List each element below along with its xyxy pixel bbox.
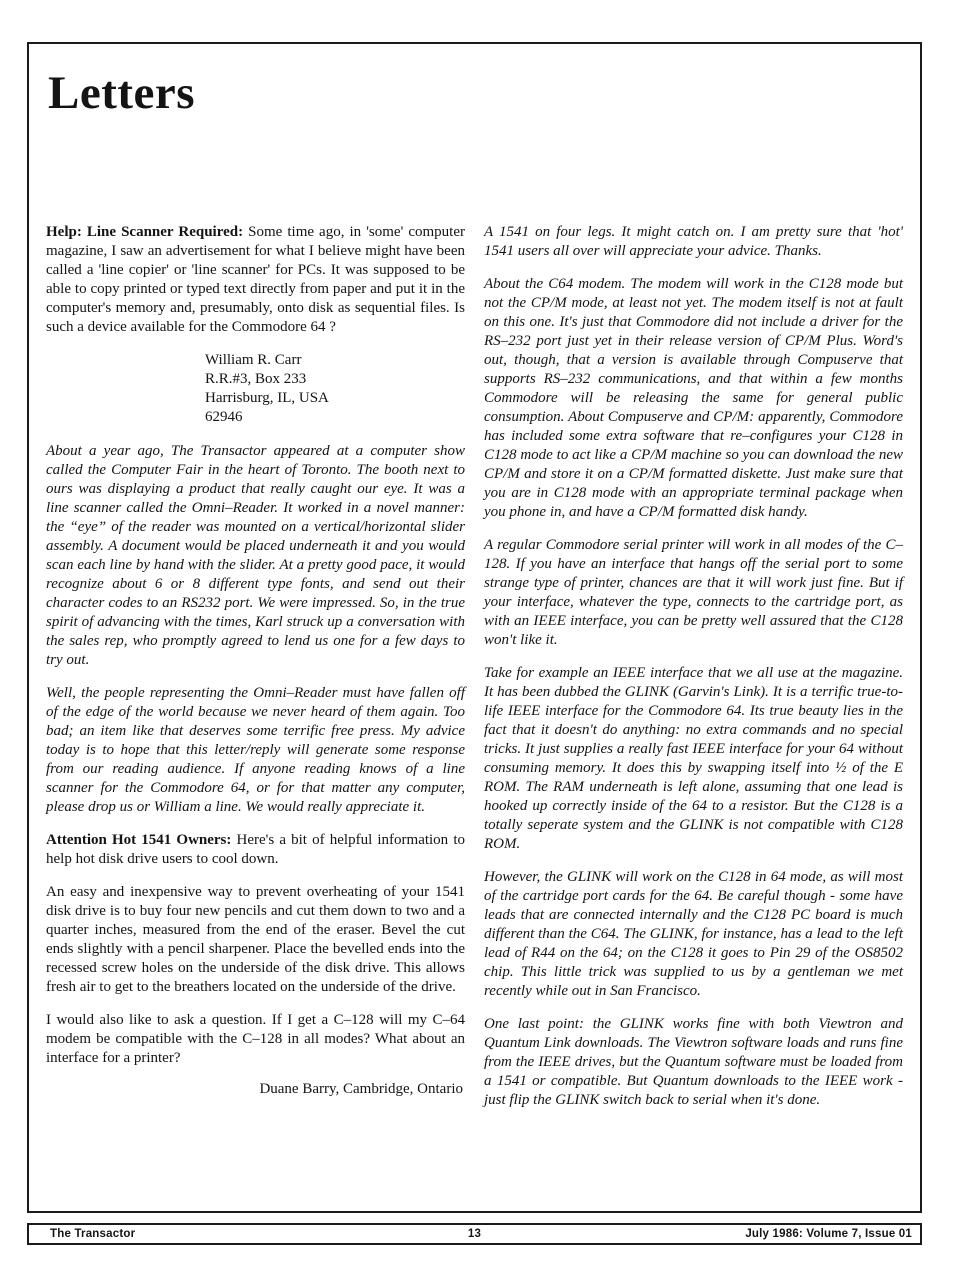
footer-page-number: 13 — [467, 1228, 482, 1240]
footer-journal-name: The Transactor — [50, 1228, 136, 1240]
address-city: Harrisburg, IL, USA — [205, 389, 329, 406]
letter-text: Some time ago, in 'some' computer magazine, I saw an advertisement for what I believe might have been called a 'line copier' or 'line scanner' for PCs. It was supposed to be able to copy printed or typed text directly from paper and put it in the computer's memory and, presumably, onto disk as sequential files. Is such a device available for the Commodore 64 ? — [46, 223, 465, 335]
reply-paragraph: Take for example an IEEE interface that we all use at the magazine. It has been dubbed the GLINK (Garvin's Link). It is a terrific true-to-life IEEE interface for the Commodore 64. Its true beauty lies in the fact that it doesn't do anything: no extra commands and no special tricks. It just supplies a really fast IEEE interface for your 64 without consuming memory. It does this by swapping itself into ½ of the E ROM. The RAM underneath is left alone, assuming that one lead is hooked up correctly inside of the 64 to a resistor. But the C128 is a totally seperate system and the GLINK is not compatible with C128 ROM. — [484, 664, 903, 852]
reply-paragraph: A regular Commodore serial printer will work in all modes of the C–128. If you have an interface that hangs off the serial port to some strange type of printer, chances are that it will work just fine. But if your interface, whatever the type, connects to the cartridge port, as with an IEEE interface, you can be pretty well assured that the C128 won't like it. — [484, 536, 903, 648]
page-title: Letters — [48, 67, 196, 119]
address-zip: 62946 — [205, 408, 243, 425]
footer-issue-info: July 1986: Volume 7, Issue 01 — [745, 1228, 912, 1240]
letter-paragraph: I would also like to ask a question. If I get a C–128 will my C–64 modem be compatible with the C–128 in all modes? What about an interface for a printer? — [46, 1011, 465, 1066]
letter-heading: Help: Line Scanner Required: — [46, 223, 244, 240]
reply-paragraph: One last point: the GLINK works fine with both Viewtron and Quantum Link downloads. The Viewtron software loads and runs fine from the IEEE drives, but the Quantum software must be loaded from a 1541 or compatible. But Quantum downloads to the IEEE work - just flip the GLINK switch back to serial when it's done. — [484, 1015, 903, 1108]
reply-paragraph: About a year ago, The Transactor appeared at a computer show called the Computer Fair in the heart of Toronto. The booth next to ours was displaying a product that really caught our eye. It was a line scanner called the Omni–Reader. It worked in a novel manner: the “eye” of the reader was mounted on a vertical/horizontal slider assembly. A document would be placed underneath it and you would scan each line by hand with the slider. At a pretty good pace, it would recognize about 6 or 8 different type fonts, and send out their character codes to an RS232 port. We were impressed. So, in the true spirit of advancing with the times, Karl struck up a conversation with the sales rep, who promptly agreed to lend us one for a few days to try out. — [46, 442, 465, 668]
address-name: William R. Carr — [205, 351, 302, 368]
reply-paragraph: A 1541 on four legs. It might catch on. I am pretty sure that 'hot' 1541 users all over will appreciate your advice. Thanks. — [484, 223, 903, 259]
letter-heading: Attention Hot 1541 Owners: — [46, 831, 232, 848]
magazine-page — [27, 42, 922, 1213]
letter-text: Here's a bit of helpful information to help hot disk drive users to cool down. — [46, 831, 465, 867]
letters-columns — [46, 223, 903, 1124]
reply-paragraph: About the C64 modem. The modem will work in the C128 mode but not the CP/M mode, at least not yet. The modem itself is not at fault on this one. It's just that Commodore did not include a driver for the RS–232 port just yet in their release version of CP/M Plus. Word's out, though, that a version is available through Compuserve that supports RS–232 communications, and that within a few months Commodore will be releasing the same for general public consumption. About Compuserve and CP/M: apparently, Commodore has included some extra software that re–configures your C128 in C128 mode to act like a CP/M machine so you can download the new CP/M and store it on a CP/M formatted diskette. Just make sure that you are in C128 mode with an appropriate terminal package when you phone in, and have a CP/M formatted disk handy. — [484, 275, 903, 520]
address-street: R.R.#3, Box 233 — [205, 370, 307, 387]
left-column — [46, 223, 465, 1124]
letter-paragraph — [46, 831, 465, 869]
letter-signature: Duane Barry, Cambridge, Ontario — [259, 1080, 463, 1097]
sender-address — [205, 351, 465, 427]
letter-paragraph: An easy and inexpensive way to prevent overheating of your 1541 disk drive is to buy four new pencils and cut them down to two and a quarter inches, measured from the end of the eraser. Bevel the cut ends slightly with a pencil sharpener. Place the bevelled ends into the recessed screw holes on the underside of the disk drive. This allows fresh air to get to the breathers located on the underside of the drive. — [46, 883, 465, 995]
reply-paragraph: Well, the people representing the Omni–Reader must have fallen off of the edge of the world because we never heard of them again. Too bad; an item like that deserves some terrific free press. My advice today is to hope that this letter/reply will generate some response from our reading audience. If anyone reading knows of a line scanner for the Commodore 64, or for that matter any computer, please drop us or William a line. We would really appreciate it. — [46, 684, 465, 815]
letter-paragraph — [46, 223, 465, 337]
right-column — [484, 223, 903, 1124]
page-footer — [27, 1223, 922, 1245]
reply-paragraph: However, the GLINK will work on the C128 in 64 mode, as will most of the cartridge port cards for the 64. Be careful though - some have leads that are connected internally and the C128 PC board is much different than the C64. The GLINK, for instance, has a lead to the left lead of R44 on the 64; on the C128 it goes to Pin 29 of the OS8502 chip. This little trick was supplied to us by a gentleman we met recently while out in San Francisco. — [484, 868, 903, 999]
